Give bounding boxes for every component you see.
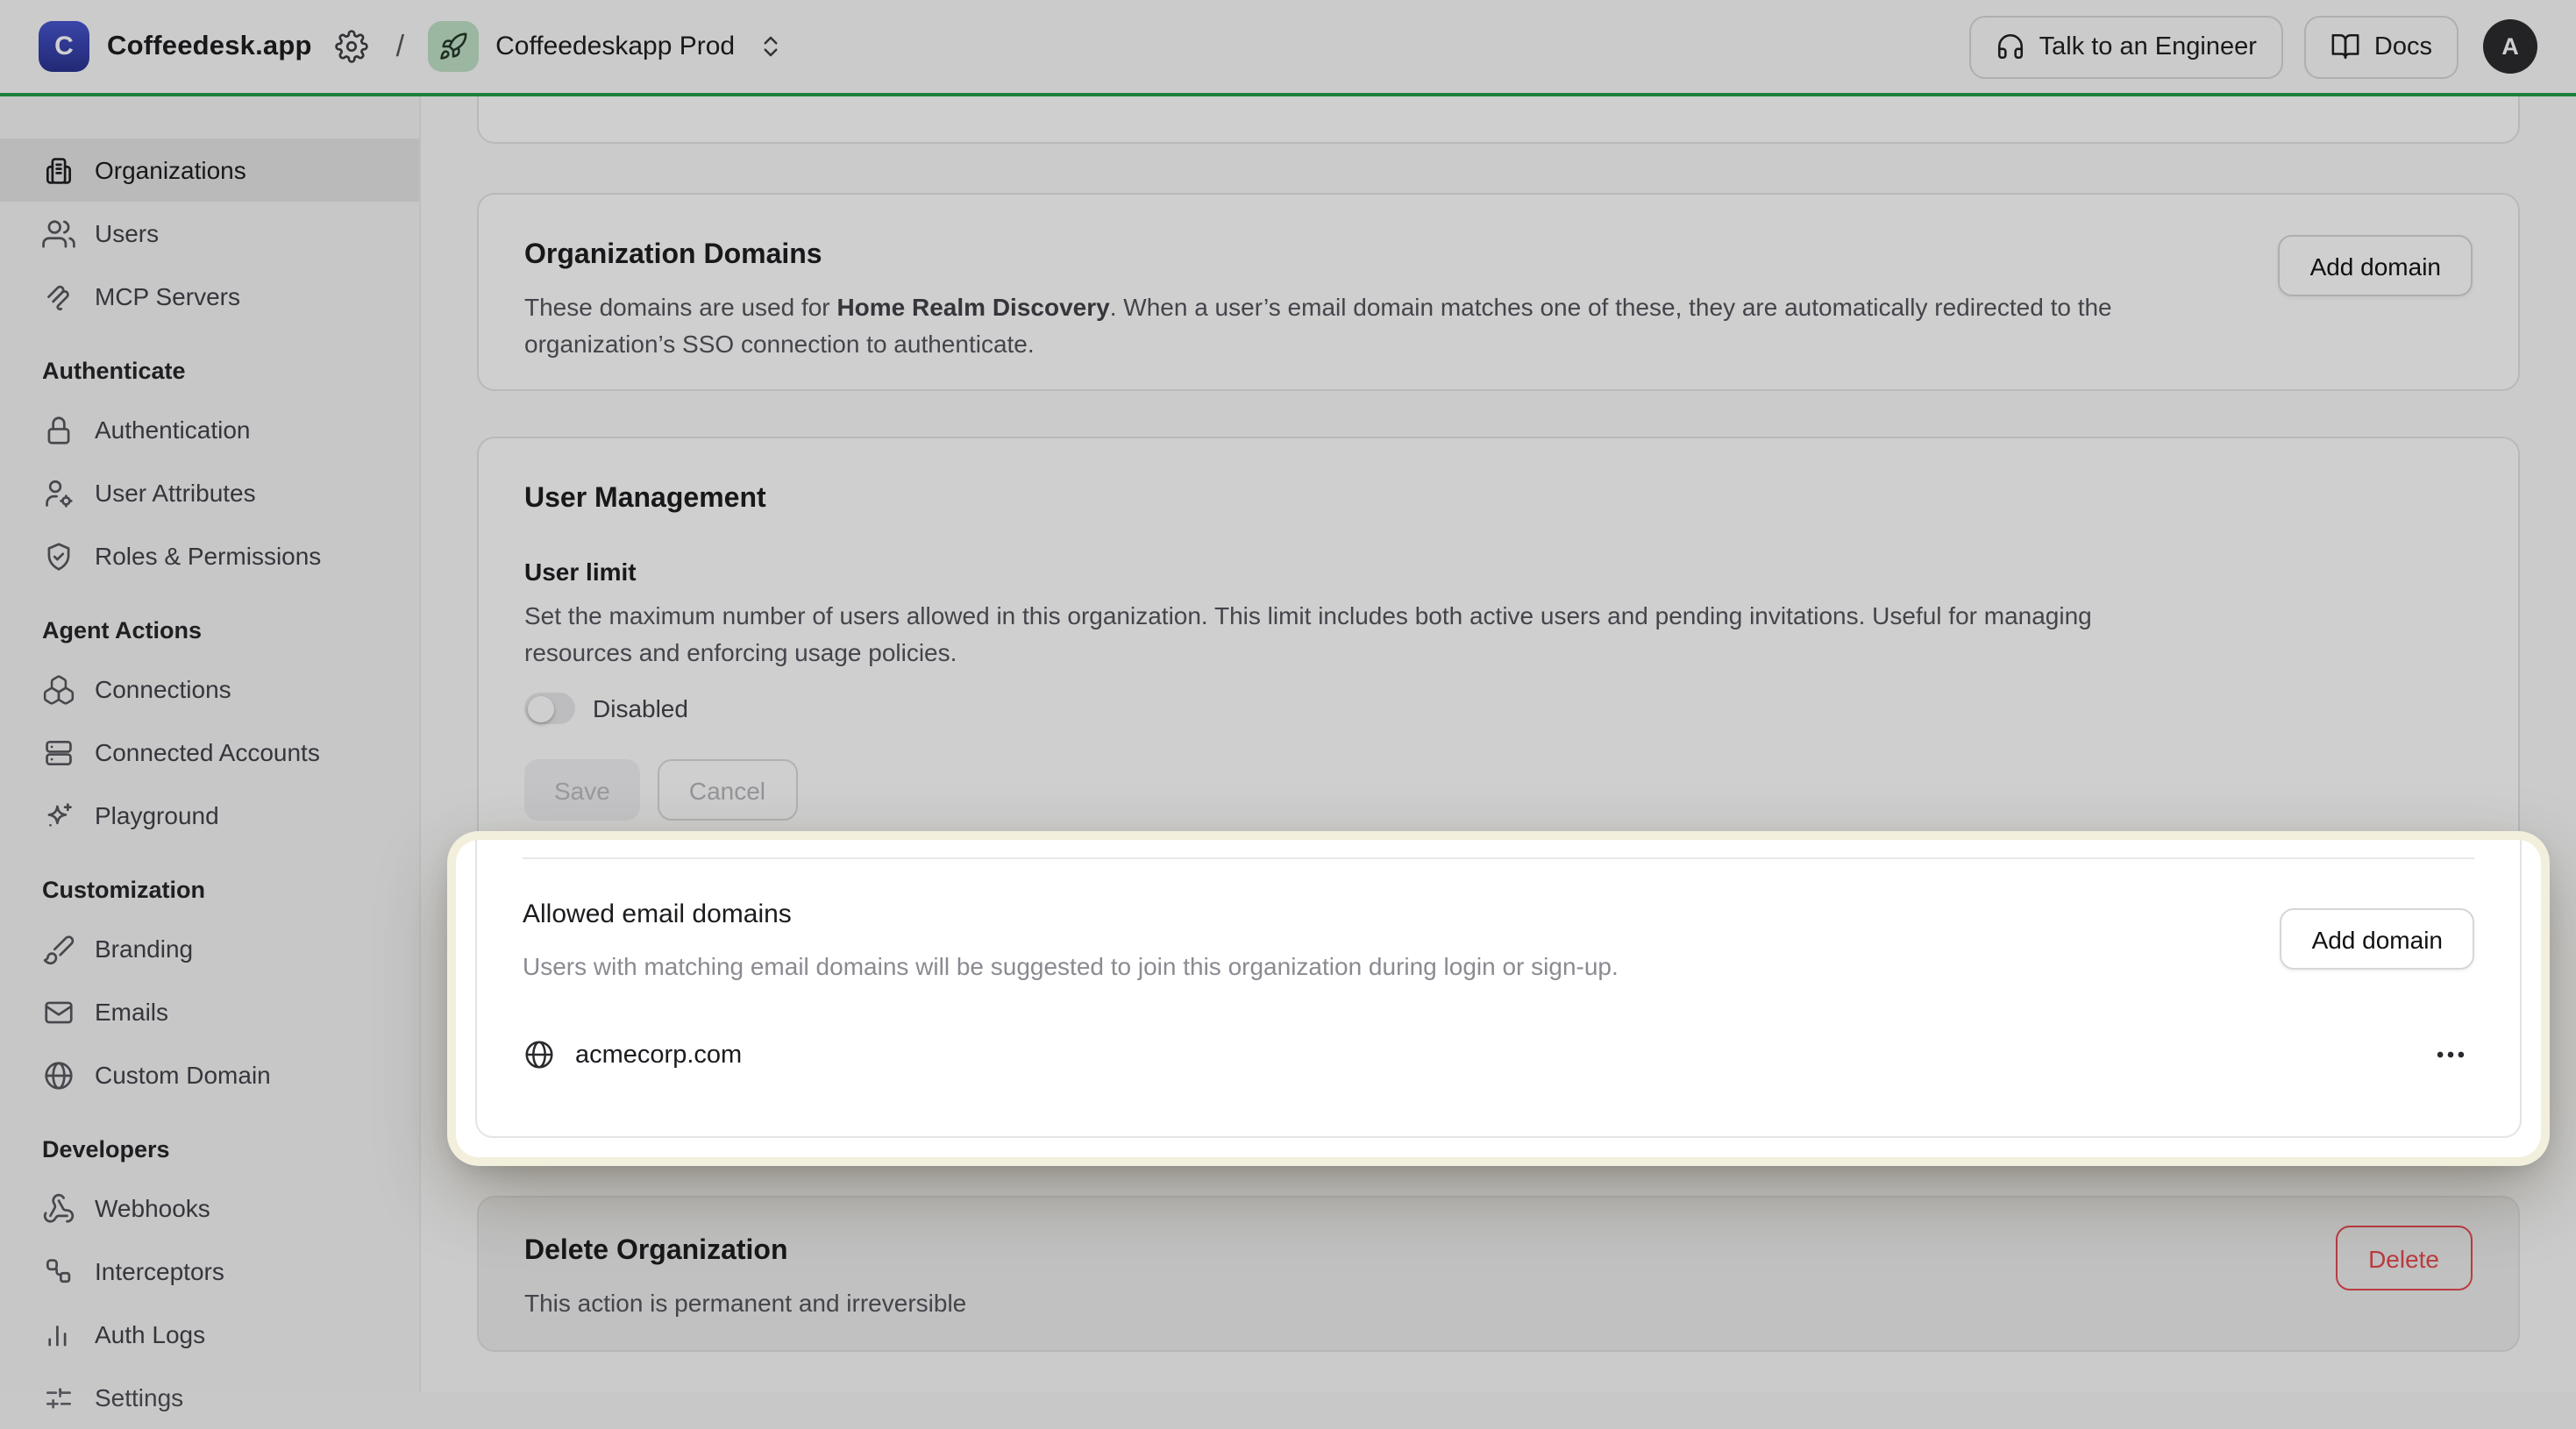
delete-organization-title: Delete Organization [524,1236,788,1266]
allowed-email-domains-spotlight [456,840,2541,1157]
sidebar-item-playground[interactable] [0,784,419,847]
domain-row [523,1031,2474,1078]
chevrons-up-down-icon [758,33,784,60]
user-limit-toggle[interactable] [524,693,575,724]
sidebar-item-user-attributes[interactable] [0,461,419,524]
section-divider [523,857,2474,859]
user-management-title: User Management [524,484,766,514]
globe-icon [523,1038,556,1071]
partial-card-above [477,96,2520,144]
sidebar-item-label: Connections [95,675,231,703]
sidebar-item-label: Organizations [95,156,246,184]
sidebar-item-auth-logs[interactable] [0,1303,419,1366]
rocket-icon [438,32,467,61]
sidebar-item-label: Emails [95,998,169,1026]
app-logo-letter: C [54,32,74,61]
sidebar-item-interceptors[interactable] [0,1240,419,1303]
sidebar-item-authentication[interactable] [0,398,419,461]
domain-name: acmecorp.com [575,1041,743,1069]
toggle-state-label: Disabled [593,694,688,722]
user-gear-icon [42,476,75,509]
sidebar-item-roles-permissions[interactable] [0,524,419,587]
app-logo[interactable] [39,21,89,72]
sidebar-item-organizations[interactable] [0,139,419,202]
sidebar-item-label: MCP Servers [95,282,240,310]
sidebar-item-label: Branding [95,935,194,963]
sidebar-item-label: Webhooks [95,1194,210,1222]
sidebar-section-customization: Customization [42,877,205,903]
globe-icon [42,1058,75,1091]
sidebar-item-label: Playground [95,801,219,829]
sidebar-section-developers: Developers [42,1136,170,1162]
main-content [421,96,2576,1392]
sidebar-item-label: Users [95,219,160,247]
sidebar-item-connections[interactable] [0,658,419,721]
sparkles-icon [42,799,75,832]
mcp-servers-icon [42,280,75,313]
sidebar-item-custom-domain[interactable] [0,1043,419,1106]
home-realm-discovery-term: Home Realm Discovery [836,293,1110,321]
bar-chart-icon [42,1318,75,1351]
sidebar-item-label: Settings [95,1383,184,1411]
stacked-cards-icon [42,736,75,769]
sidebar [0,96,421,1411]
sidebar-item-label: Authentication [95,416,251,444]
book-open-icon [2330,32,2360,61]
delete-button[interactable]: Delete [2335,1226,2473,1290]
talk-to-engineer-button[interactable] [1969,15,2283,78]
organization-domains-description: These domains are used for Home Realm Discovery. When a user’s email domain matches one of these, they are automatically redirected to the organization’s SSO connection to authenticate. [524,293,2112,358]
environment-name: Coffeedeskapp Prod [495,32,736,61]
user-limit-description: Set the maximum number of users allowed in this organization. This limit includes both active users and pending invitations. Useful for managing resources and enforcing usage policies. [524,601,2092,666]
headphones-icon [1996,32,2025,61]
sidebar-item-label: Roles & Permissions [95,542,322,570]
sidebar-item-label: Interceptors [95,1257,224,1285]
boxes-icon [42,672,75,706]
envelope-icon [42,995,75,1028]
sidebar-item-label: User Attributes [95,479,256,507]
sidebar-item-webhooks[interactable] [0,1177,419,1240]
docs-label: Docs [2373,32,2432,60]
organization-domains-title: Organization Domains [524,240,822,270]
sidebar-item-mcp-servers[interactable] [0,265,419,328]
interceptor-icon [42,1255,75,1288]
shield-check-icon [42,539,75,572]
workspace-settings-button[interactable] [330,25,374,68]
cancel-button[interactable]: Cancel [658,759,797,821]
domain-menu-button[interactable] [2427,1031,2474,1078]
brush-icon [42,932,75,965]
sidebar-item-label: Connected Accounts [95,738,320,766]
ellipsis-icon [2434,1038,2467,1071]
environment-chip [427,21,478,72]
sidebar-item-label: Custom Domain [95,1061,271,1089]
delete-organization-description: This action is permanent and irreversible [524,1289,967,1317]
organization-domains-card [477,193,2520,391]
sidebar-item-emails[interactable] [0,980,419,1043]
add-domain-button[interactable]: Add domain [2281,908,2474,970]
sidebar-section-authenticate: Authenticate [42,358,186,384]
sidebar-item-settings[interactable] [0,1366,419,1429]
allowed-email-domains-title: Allowed email domains [523,899,792,929]
sidebar-section-agent-actions: Agent Actions [42,617,202,643]
sliders-icon [42,1381,75,1414]
app-name: Coffeedesk.app [107,31,312,60]
add-domain-button[interactable]: Add domain [2279,235,2473,296]
talk-to-engineer-label: Talk to an Engineer [2039,32,2257,60]
user-avatar[interactable] [2483,19,2537,74]
breadcrumb-separator: / [395,29,405,62]
delete-organization-card [477,1196,2520,1352]
user-limit-title: User limit [524,558,637,586]
environment-switcher-button[interactable] [752,28,789,65]
allowed-email-domains-section [475,840,2522,1138]
users-icon [42,217,75,250]
lock-icon [42,413,75,446]
webhook-icon [42,1191,75,1225]
gear-icon [335,30,368,63]
avatar-initial: A [2501,33,2519,60]
top-bar [0,0,2576,96]
sidebar-item-label: Auth Logs [95,1320,206,1348]
allowed-email-domains-description: Users with matching email domains will be suggested to join this organization during login or sign-up. [523,952,1619,980]
toggle-knob [527,695,553,722]
sidebar-item-branding[interactable] [0,917,419,980]
save-button[interactable]: Save [524,759,640,821]
sidebar-item-users[interactable] [0,202,419,265]
docs-button[interactable] [2304,15,2459,78]
sidebar-item-connected-accounts[interactable] [0,721,419,784]
organization-icon [42,153,75,187]
